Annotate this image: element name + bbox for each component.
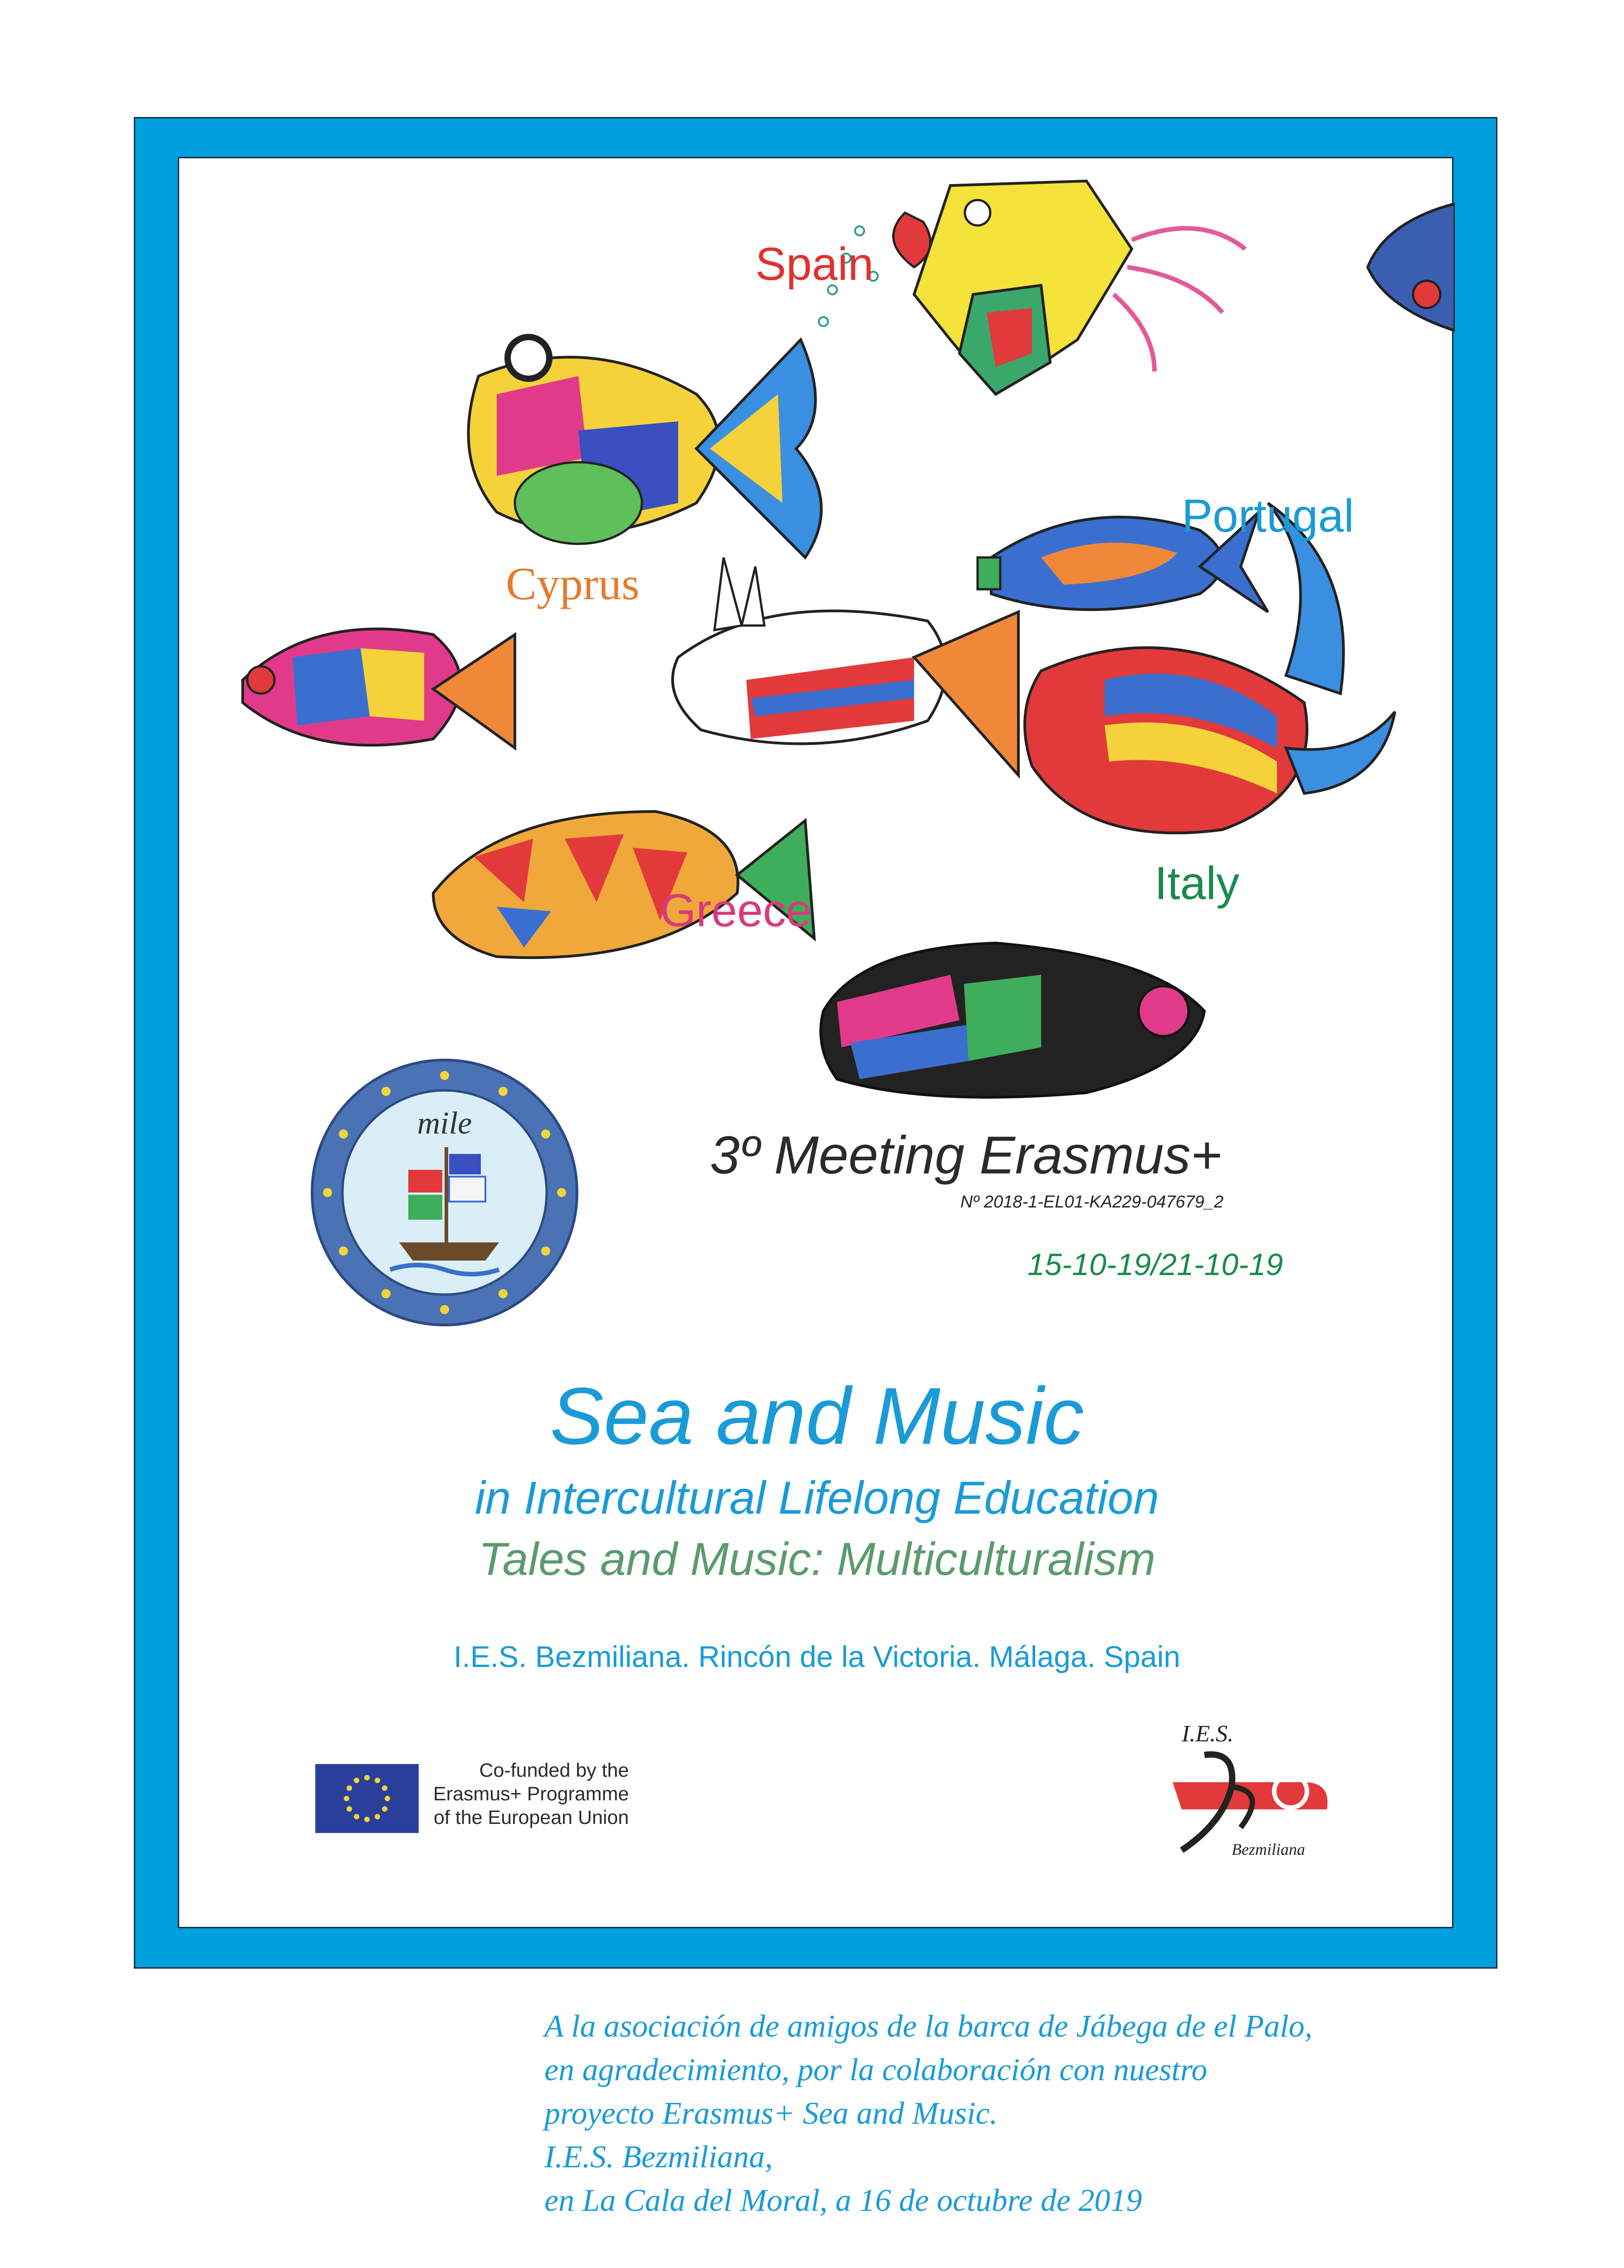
dedication-line: en agradecimiento, por la colaboración con nuestro: [544, 2053, 1208, 2087]
main-title: Sea and Music: [550, 1371, 1084, 1461]
school-location: I.E.S. Bezmiliana. Rincón de la Victoria. Málaga. Spain: [454, 1640, 1180, 1673]
subtitle-tales: Tales and Music: Multiculturalism: [478, 1533, 1156, 1585]
dedication-line: A la asociación de amigos de la barca de Jábega de el Palo,: [544, 2009, 1313, 2044]
fish-illustrations: [179, 158, 1455, 1111]
country-label-italy: Italy: [1154, 857, 1240, 909]
eu-flag-icon: [315, 1764, 419, 1833]
project-emblem: [308, 1056, 581, 1329]
dedication-text: [544, 2005, 1312, 2223]
dedication-line: proyecto Erasmus+ Sea and Music.: [544, 2096, 998, 2131]
country-label-greece: Greece: [660, 885, 812, 936]
fish-bunny-drawing: [673, 557, 1018, 775]
eu-line-1: Co-funded by the: [479, 1760, 629, 1781]
dedication-line: I.E.S. Bezmiliana,: [544, 2140, 773, 2175]
project-number: Nº 2018-1-EL01-KA229-047679_2: [960, 1193, 1224, 1212]
poster-panel: [178, 157, 1453, 1928]
subtitle-intercultural: in Intercultural Lifelong Education: [474, 1472, 1159, 1524]
ies-bezmiliana-logo: [1154, 1714, 1345, 1864]
meeting-title: 3º Meeting Erasmus+: [710, 1125, 1222, 1185]
meeting-dates: 15-10-19/21-10-19: [1027, 1247, 1283, 1282]
svg-text:I.E.S.: I.E.S.: [1182, 1721, 1234, 1747]
eu-line-2: Erasmus+ Programme: [433, 1783, 629, 1805]
country-label-spain: Spain: [755, 238, 874, 290]
fish-spain-drawing: [819, 181, 1245, 394]
dedication-line: en La Cala del Moral, a 16 de octubre de 2019: [544, 2183, 1142, 2218]
fish-whale-drawing: [821, 943, 1204, 1097]
poster-frame: [134, 117, 1497, 1969]
country-label-portugal: Portugal: [1182, 490, 1354, 542]
eu-cofunded-text: [433, 1759, 629, 1829]
svg-text:Bezmiliana: Bezmiliana: [1232, 1840, 1305, 1858]
fish-cyprus-drawing: [469, 337, 822, 557]
fish-left-drawing: [243, 629, 515, 748]
country-label-cyprus: Cyprus: [506, 558, 640, 610]
eu-line-3: of the European Union: [434, 1807, 629, 1828]
svg-text:mile: mile: [417, 1106, 472, 1141]
